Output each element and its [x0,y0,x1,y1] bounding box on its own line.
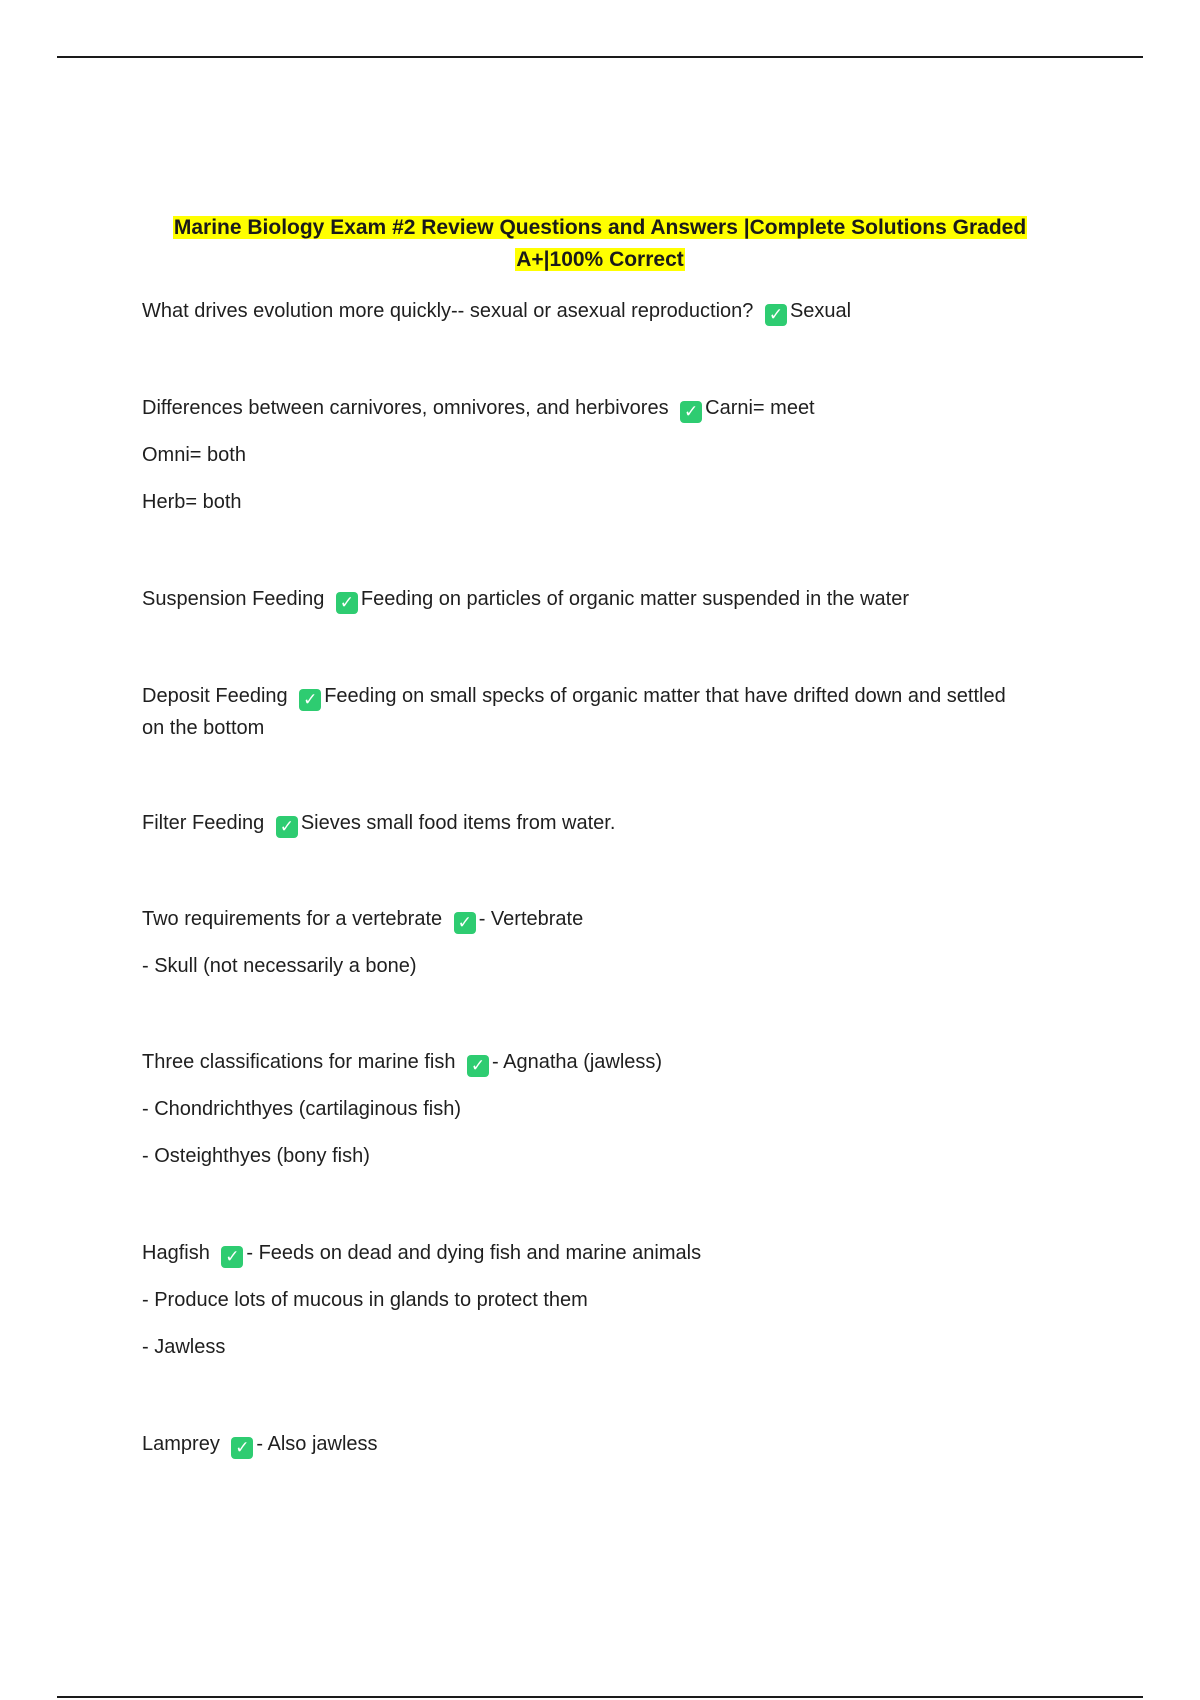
qa-line [142,1237,1022,1269]
header-rule [57,56,1143,58]
answer-continuation: - Produce lots of mucous in glands to protect them [142,1289,588,1311]
qa-line [142,1428,1022,1460]
check-mark-icon: ✓ [299,689,321,711]
check-mark-icon: ✓ [454,912,476,934]
question-text: Differences between carnivores, omnivores, and herbivores [142,397,669,419]
qa-line [142,903,1022,935]
qa-item [142,392,1022,518]
answer-text: - Agnatha (jawless) [492,1051,663,1073]
title-line-2: A+|100% Correct [516,248,684,271]
check-mark-icon: ✓ [467,1055,489,1077]
qa-item [142,680,1022,744]
check-mark-icon: ✓ [276,816,298,838]
qa-item [142,295,1022,327]
answer-text: Sexual [789,300,852,322]
answer-text: Sieves small food items from water. [300,812,616,834]
qa-line [142,392,1022,424]
check-mark-icon: ✓ [680,401,702,423]
question-text: Suspension Feeding [142,588,325,610]
answer-continuation: Herb= both [142,491,242,513]
answer-continuation: Omni= both [142,444,246,466]
qa-item [142,807,1022,839]
check-mark-icon: ✓ [221,1246,243,1268]
footer-rule [57,1696,1143,1698]
qa-item [142,1046,1022,1172]
check-mark-icon: ✓ [231,1437,253,1459]
check-mark-icon: ✓ [765,304,787,326]
question-text: What drives evolution more quickly-- sexual or asexual reproduction? [142,300,754,322]
qa-item [142,583,1022,615]
qa-line [142,583,1022,615]
qa-line [142,807,1022,839]
qa-item [142,903,1022,982]
answer-continuation: - Chondrichthyes (cartilaginous fish) [142,1098,462,1120]
qa-item [142,1428,1022,1460]
qa-line [142,680,1022,744]
answer-text: Feeding on particles of organic matter suspended in the water [360,588,910,610]
question-text: Hagfish [142,1242,210,1264]
question-text: Two requirements for a vertebrate [142,908,443,930]
answer-text: Feeding on small specks of organic matter that have drifted down and settled on the bottom [142,685,1006,739]
check-mark-icon: ✓ [336,592,358,614]
question-text: Deposit Feeding [142,685,288,707]
question-text: Filter Feeding [142,812,265,834]
title-line-1: Marine Biology Exam #2 Review Questions and Answers |Complete Solutions Graded [173,216,1027,239]
answer-continuation: - Skull (not necessarily a bone) [142,955,417,977]
answer-text: Carni= meet [705,397,815,419]
answer-text: - Also jawless [256,1433,378,1455]
qa-line [142,1046,1022,1078]
answer-continuation: - Osteighthyes (bony fish) [142,1145,370,1167]
question-text: Lamprey [142,1433,220,1455]
qa-line [142,295,1022,327]
answer-text: - Feeds on dead and dying fish and marine animals [246,1242,702,1264]
answer-text: - Vertebrate [478,908,584,930]
answer-continuation: - Jawless [142,1336,226,1358]
qa-item [142,1237,1022,1363]
question-text: Three classifications for marine fish [142,1051,456,1073]
document-title [0,212,1200,276]
